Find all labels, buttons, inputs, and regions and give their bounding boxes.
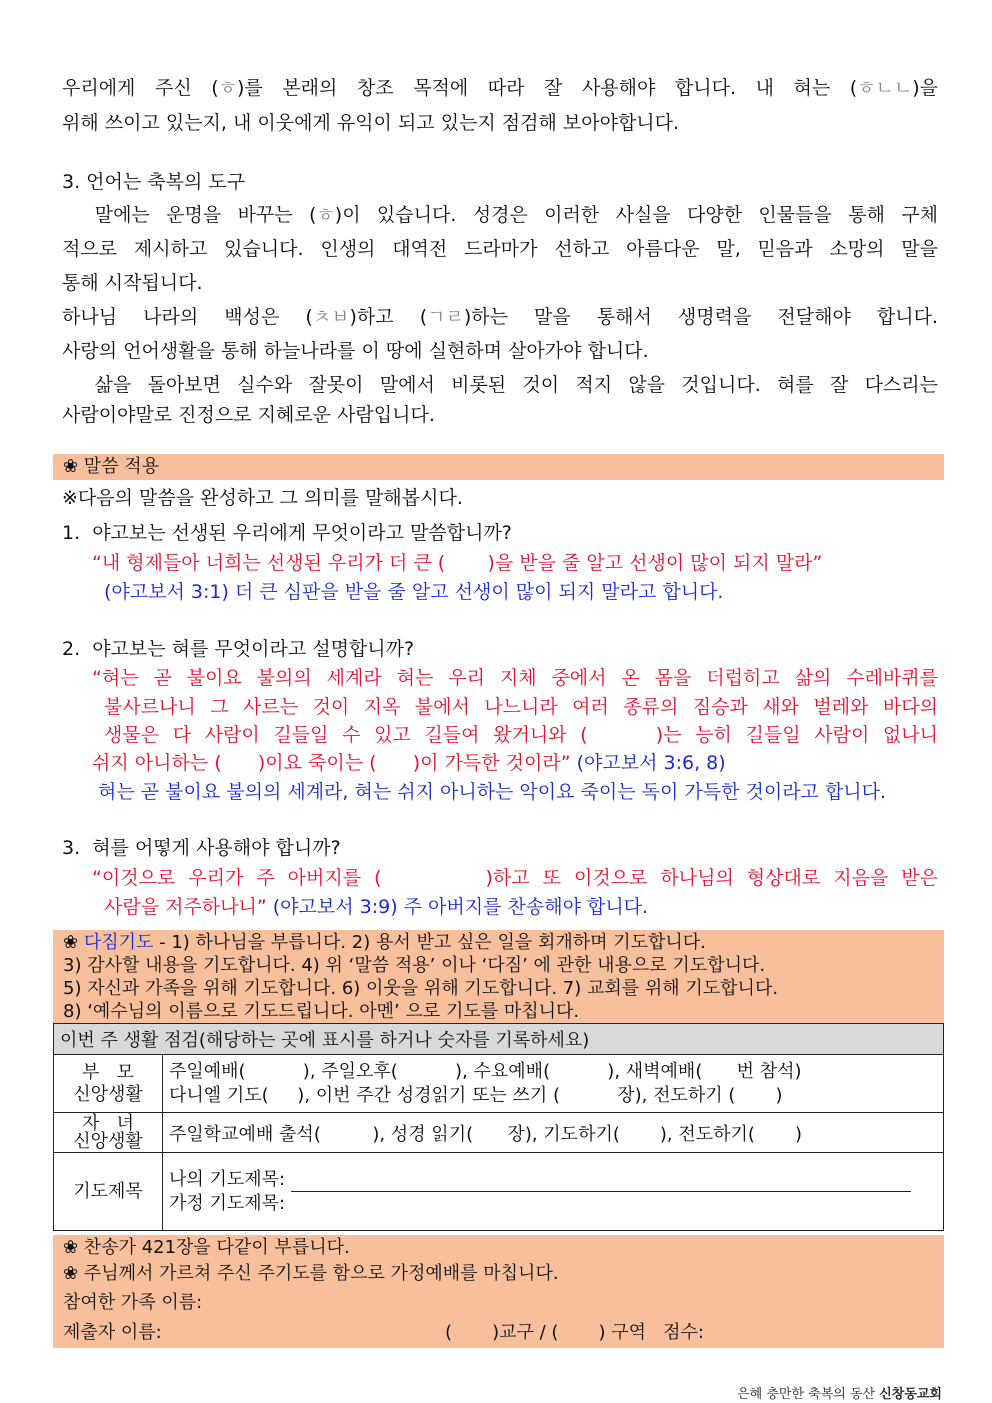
apply-band: ❀ 말씀 적용 bbox=[53, 454, 944, 480]
section-line: 사람이야말로 진정으로 지혜로운 사람입니다. bbox=[62, 404, 435, 426]
scripture-1: “내 형제들아 너희는 선생된 우리가 더 큰 ( )을 받을 줄 알고 선생이 많이 되지 말라” bbox=[92, 552, 823, 574]
parent-checklist[interactable]: 주일예배( ), 주일오후( ), 수요예배( ), 새벽예배( 번 참석) 다니엘 기도( ), 이번 주간 성경읽기 또는 쓰기 ( 장), 전도하기 ( ) bbox=[163, 1055, 944, 1113]
prayer-line: ❀ 다짐기도 - 1) 하나님을 부릅니다. 2) 용서 받고 싶은 일을 회개하며 기도합니다. bbox=[63, 932, 706, 953]
weekly-check-table bbox=[53, 1023, 944, 1231]
child-label: 자 녀 신앙생활 bbox=[54, 1113, 163, 1153]
answer-1: (야고보서 3:1) 더 큰 심판을 받을 줄 알고 선생이 많이 되지 말라고 합니다. bbox=[104, 581, 724, 603]
scripture-2-line: 생물은 다 사람이 길들일 수 있고 길들여 왔거니와 ( )는 능히 길들일 사람이 없나니 bbox=[104, 724, 938, 746]
intro-line-1: 우리에게 주신 (ㅎ)를 본래의 창조 목적에 따라 잘 사용해야 합니다. 내 혀는 (ㅎㄴㄴ)을 bbox=[62, 77, 938, 99]
hint-blank: ㄱㄹ bbox=[427, 306, 464, 328]
district-score-field[interactable]: ( )교구 / ( ) 구역 점수: bbox=[445, 1322, 704, 1343]
footer: 은혜 충만한 축복의 동산 신창동교회 bbox=[737, 1387, 942, 1402]
child-checklist[interactable]: 주일학교예배 출석( ), 성경 읽기( 장), 기도하기( ), 전도하기( ) bbox=[163, 1113, 944, 1153]
scripture-3-line: “이것으로 우리가 주 아버지를 ( )하고 또 이것으로 하나님의 형상대로 지음을 받은 bbox=[92, 867, 938, 889]
closing-band bbox=[53, 1235, 944, 1348]
question-2: 2. 야고보는 혀를 무엇이라고 설명합니까? bbox=[62, 638, 415, 660]
prayer-title: 다짐기도 bbox=[83, 932, 154, 953]
hint-blank: ㅎ bbox=[316, 204, 335, 226]
scripture-2-line: “혀는 곧 불이요 불의의 세계라 혀는 우리 지체 중에서 온 몸을 더럽히고 삶의 수레바퀴를 bbox=[92, 667, 938, 689]
section-line: 말에는 운명을 바꾸는 (ㅎ)이 있습니다. 성경은 이러한 사실을 다양한 인물들을 통해 구체 bbox=[62, 204, 938, 226]
my-prayer-line bbox=[291, 1173, 911, 1192]
hint-blank: ㅎㄴㄴ bbox=[857, 77, 913, 99]
scripture-2-line: 쉬지 아니하는 ( )이요 죽이는 ( )이 가득한 것이라” (야고보서 3:6, 8) bbox=[92, 752, 726, 774]
section-line: 사랑의 언어생활을 통해 하늘나라를 이 땅에 실현하며 살아가야 합니다. bbox=[62, 340, 649, 362]
prayer-band bbox=[53, 930, 944, 1024]
prayer-line: 3) 감사할 내용을 기도합니다. 4) 위 ‘말씀 적용’ 이나 ‘다짐’ 에 관한 내용으로 기도합니다. bbox=[63, 955, 766, 976]
section-line: 삶을 돌아보면 실수와 잘못이 말에서 비롯된 것이 적지 않을 것입니다. 혀를 잘 다스리는 bbox=[62, 374, 938, 396]
hymn-line: ❀ 찬송가 421장을 다같이 부릅니다. bbox=[63, 1237, 350, 1258]
intro-line-2: 위해 쓰이고 있는지, 내 이웃에게 유익이 되고 있는지 점검해 보아야합니다. bbox=[62, 112, 680, 134]
section-line: 통해 시작됩니다. bbox=[62, 272, 203, 294]
section-line: 적으로 제시하고 있습니다. 인생의 대역전 드라마가 선하고 아름다운 말, 믿음과 소망의 말을 bbox=[62, 238, 938, 260]
prayer-line: 5) 자신과 가족을 위해 기도합니다. 6) 이웃을 위해 기도합니다. 7) 교회를 위해 기도합니다. bbox=[63, 978, 779, 999]
question-1: 1. 야고보는 선생된 우리에게 무엇이라고 말씀합니까? bbox=[62, 522, 512, 544]
question-3: 3. 혀를 어떻게 사용해야 합니까? bbox=[62, 837, 341, 859]
hint-blank: ㅊㅂ bbox=[312, 306, 350, 328]
submitter-field[interactable]: 제출자 이름: bbox=[63, 1322, 162, 1343]
check-header: 이번 주 생활 점검(해당하는 곳에 표시를 하거나 숫자를 기록하세요) bbox=[54, 1024, 944, 1055]
section-line: 하나님 나라의 백성은 (ㅊㅂ)하고 (ㄱㄹ)하는 말을 통해서 생명력을 전달해야 합니다. bbox=[62, 306, 938, 328]
prayer-line: 8) ‘예수님의 이름으로 기도드립니다. 아멘’ 으로 기도를 마칩니다. bbox=[63, 1001, 580, 1022]
hint-blank: ㅎ bbox=[218, 77, 237, 99]
church-name: 신창동교회 bbox=[879, 1387, 942, 1402]
section-heading: 3. 언어는 축복의 도구 bbox=[62, 171, 246, 193]
scripture-3-line: 사람을 저주하나니” (야고보서 3:9) 주 아버지를 찬송해야 합니다. bbox=[104, 896, 649, 918]
answer-2: 혀는 곧 불이요 불의의 세계라, 혀는 쉬지 아니하는 악이요 죽이는 독이 가득한 것이라고 합니다. bbox=[98, 781, 887, 803]
scripture-2-line: 불사르나니 그 사르는 것이 지옥 불에서 나느니라 여러 종류의 짐승과 새와 벌레와 바다의 bbox=[104, 696, 938, 718]
apply-instruction: ※다음의 말씀을 완성하고 그 의미를 말해봅시다. bbox=[62, 487, 463, 509]
family-names-field[interactable]: 참여한 가족 이름: bbox=[63, 1292, 203, 1313]
lords-prayer-line: ❀ 주님께서 가르쳐 주신 주기도를 함으로 가정예배를 마칩니다. bbox=[63, 1263, 559, 1284]
prayer-topic-label: 기도제목 bbox=[54, 1153, 163, 1231]
prayer-topics[interactable]: 나의 기도제목: 가정 기도제목: bbox=[163, 1153, 944, 1231]
parent-label: 부 모 신앙생활 bbox=[54, 1055, 163, 1113]
